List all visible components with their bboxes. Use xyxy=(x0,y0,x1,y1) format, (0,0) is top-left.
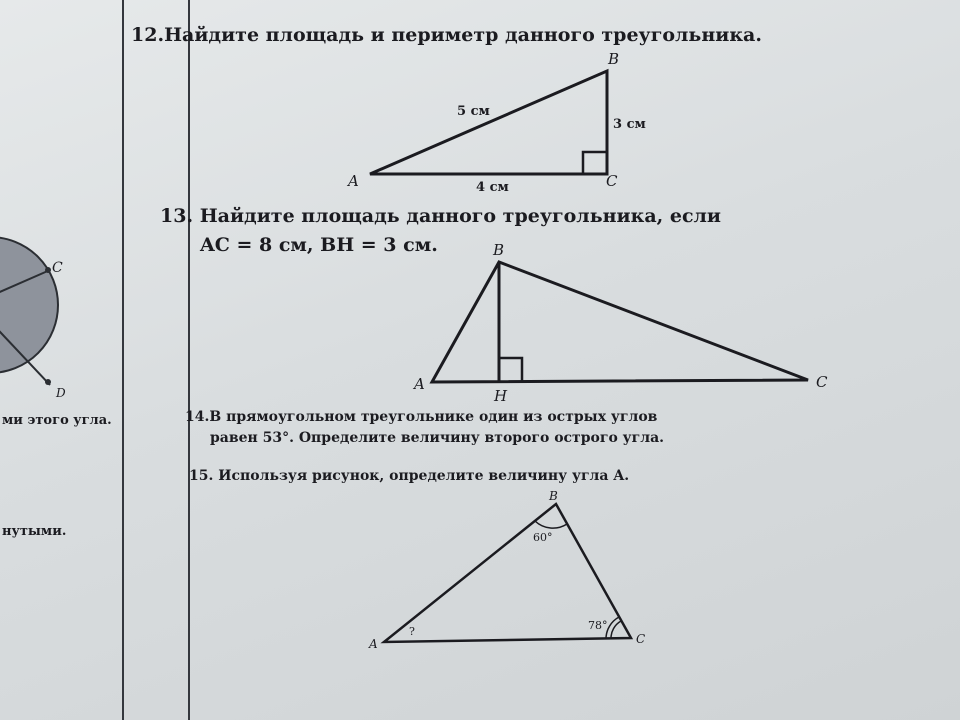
left-fragment-1: ми этого угла. xyxy=(2,413,112,428)
side-ab-length: 5 см xyxy=(457,104,490,119)
side-ac-length: 4 см xyxy=(476,180,509,195)
problem-15-line xyxy=(189,468,629,484)
angle-b-arc xyxy=(535,521,567,528)
problem-13-text: Найдите площадь данного треугольника, если xyxy=(199,205,722,227)
angle-c-value: 78° xyxy=(588,619,608,632)
right-angle-marker-12 xyxy=(583,152,607,174)
problem-15-text: Используя рисунок, определите величину угла A. xyxy=(218,468,630,484)
side-bc-length: 3 см xyxy=(613,117,646,132)
triangle-13-outline xyxy=(432,262,808,382)
triangle-13-label-a: A xyxy=(414,375,425,393)
triangle-13-label-c: C xyxy=(816,373,828,391)
triangle-12-label-c: C xyxy=(606,172,618,190)
problem-15-number: 15. xyxy=(189,468,214,484)
triangle-12-outline xyxy=(370,71,607,174)
circle-disc xyxy=(0,237,58,373)
triangle-13-label-b: B xyxy=(493,241,505,259)
triangle-12-label-a: A xyxy=(348,172,359,190)
circle-point-d xyxy=(45,379,51,385)
left-fragment-2: нутыми. xyxy=(2,524,67,539)
triangle-13 xyxy=(412,241,828,405)
problem-13-heading xyxy=(160,205,721,227)
angle-c-arc-2 xyxy=(611,621,621,639)
circle-label-d: D xyxy=(56,386,66,400)
triangle-12-label-b: B xyxy=(608,50,620,68)
triangle-15-label-b: B xyxy=(549,489,558,503)
problem-14-number: 14. xyxy=(185,409,210,425)
right-angle-marker-13 xyxy=(499,358,522,382)
circle-figure xyxy=(0,237,66,400)
problem-13-condition: AC = 8 см, BH = 3 см. xyxy=(200,234,438,256)
triangle-13-label-h: H xyxy=(494,387,508,405)
circle-point-c xyxy=(45,267,51,273)
angle-a-unknown: ? xyxy=(409,625,415,638)
triangle-12 xyxy=(346,50,646,195)
angle-c-arc-1 xyxy=(606,617,619,639)
triangle-15-label-c: C xyxy=(636,632,646,646)
angle-b-value: 60° xyxy=(533,531,553,544)
circle-label-c: C xyxy=(52,260,63,276)
triangle-15 xyxy=(368,489,645,651)
problem-14-line-2: равен 53°. Определите величину второго острого угла. xyxy=(210,430,665,446)
problem-13-number: 13. xyxy=(160,205,194,227)
problem-14-line-1 xyxy=(185,409,657,425)
triangle-15-label-a: A xyxy=(369,637,378,651)
problem-12-text: Найдите площадь и периметр данного треугольника. xyxy=(164,24,762,46)
problem-14-text: В прямоугольном треугольнике один из острых углов xyxy=(209,409,658,425)
problem-12-number: 12. xyxy=(131,24,165,46)
problem-12-heading xyxy=(131,24,762,46)
